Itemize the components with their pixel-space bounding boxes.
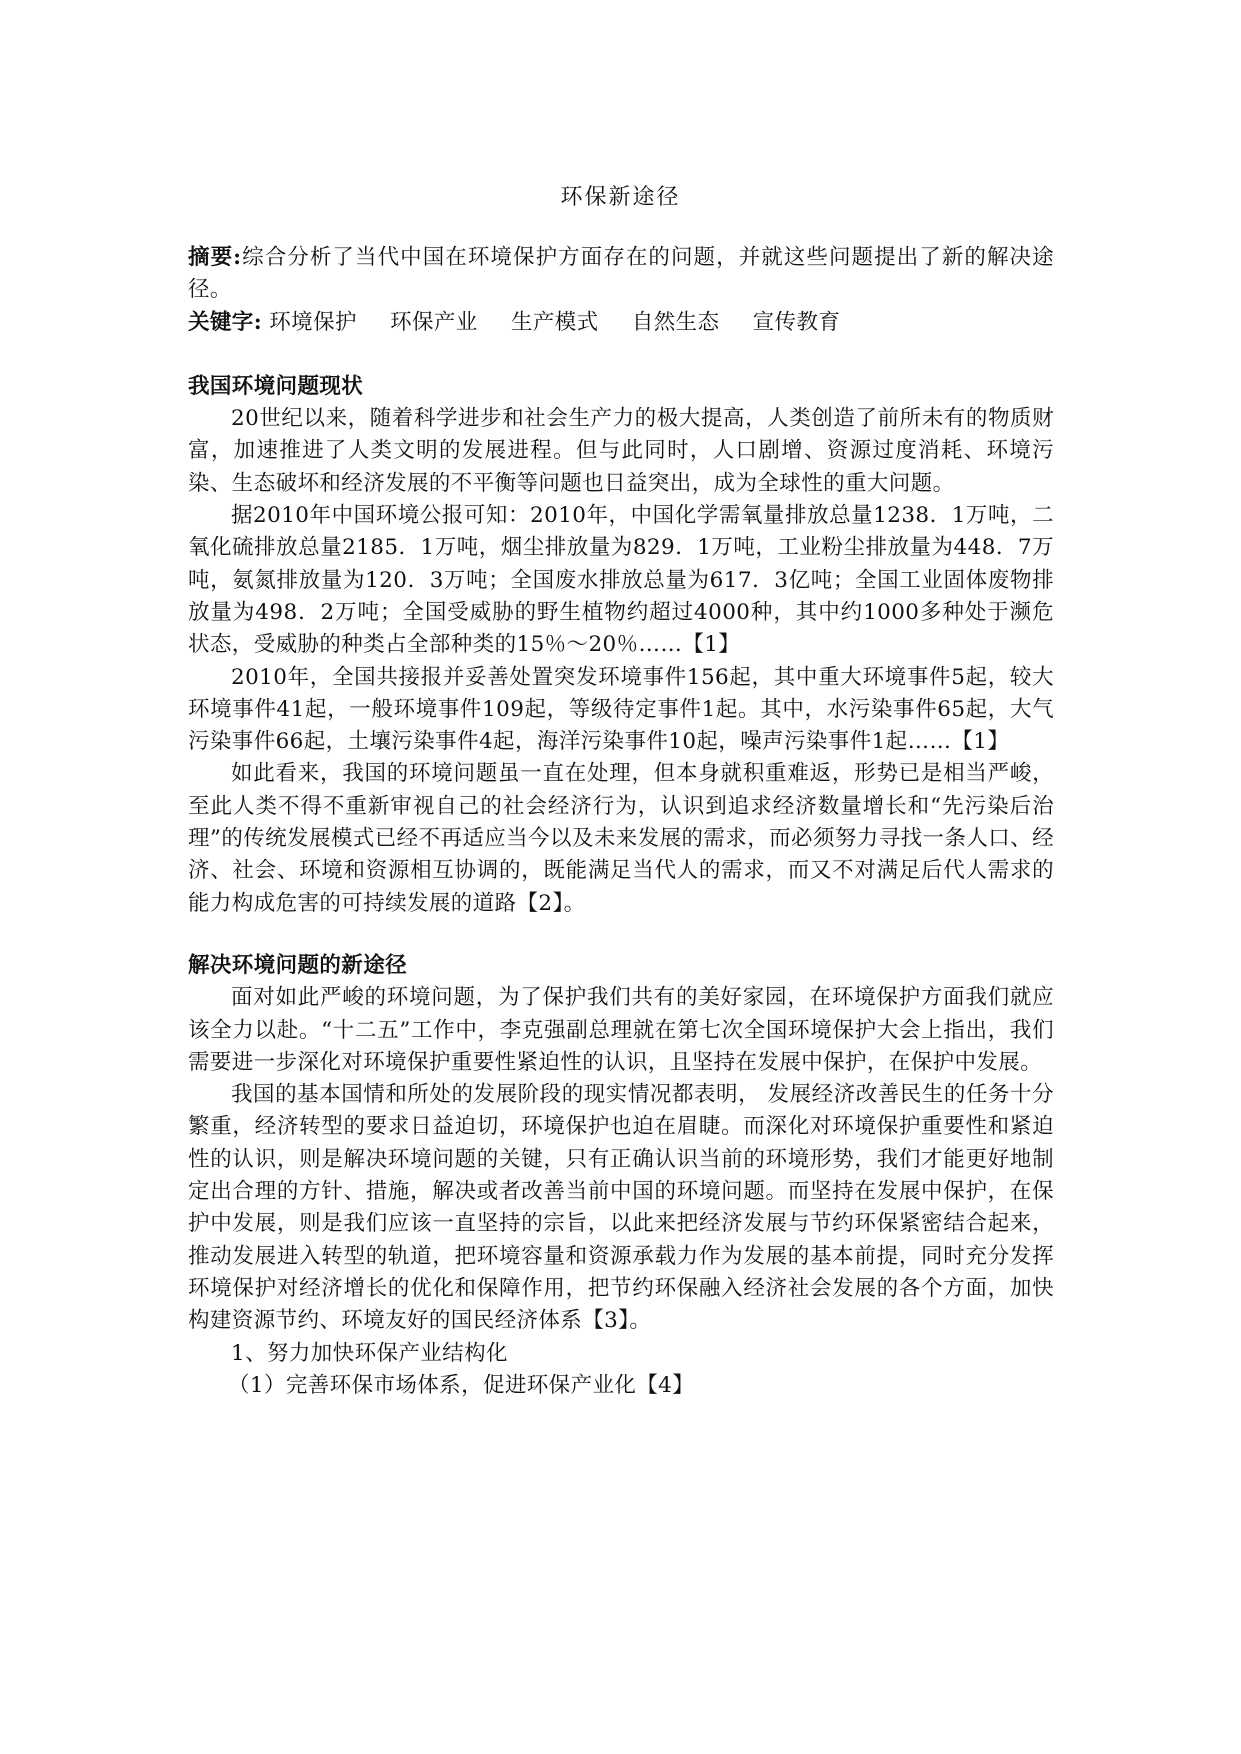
paragraph: 面对如此严峻的环境问题，为了保护我们共有的美好家园，在环境保护方面我们就应该全力以赴。“十二五”工作中，李克强副总理就在第七次全国环境保护大会上指出，我们需要进一步深化对环境保护重要性紧迫性的认识，且坚持在发展中保护，在保护中发展。	[188, 985, 1054, 1075]
list-item: 1、努力加快环保产业结构化	[231, 1340, 508, 1366]
list-item: （1）完善环保市场体系，促进环保产业化【4】	[228, 1372, 695, 1398]
keyword: 环保产业	[390, 309, 478, 335]
abstract-text: 综合分析了当代中国在环境保护方面存在的问题，并就这些问题提出了新的解决途径。	[188, 245, 1055, 303]
keyword: 生产模式	[510, 309, 599, 335]
paragraph: 据2010年中国环境公报可知：2010年，中国化学需氧量排放总量1238．1万吨，二氧化硫排放总量2185．1万吨，烟尘排放量为829．1万吨，工业粉尘排放量为448．7万吨，氨氮排放量为120．3万吨；全国废水排放总量为617．3亿吨；全国工业固体废物排放量为498．2万吨；全国受威胁的野生植物约超过4000种，其中约1000多种处于濒危状态，受威胁的种类占全部种类的15％～20％……【1】	[188, 503, 1054, 658]
section-heading: 我国环境问题现状	[188, 373, 364, 399]
keyword: 自然生态	[631, 309, 720, 335]
paragraph: 我国的基本国情和所处的发展阶段的现实情况都表明， 发展经济改善民生的任务十分繁重，经济转型的要求日益迫切，环境保护也迫在眉睫。而深化对环境保护重要性和紧迫性的认识，则是解决环境问题的关键，只有正确认识当前的环境形势，我们才能更好地制定出合理的方针、措施，解决或者改善当前中国的环境问题。而坚持在发展中保护，在保护中发展，则是我们应该一直坚持的宗旨，以此来把经济发展与节约环保紧密结合起来，推动发展进入转型的轨道，把环境容量和资源承载力作为发展的基本前提，同时充分发挥环境保护对经济增长的优化和保障作用，把节约环保融入经济社会发展的各个方面，加快构建资源节约、环境友好的国民经济体系【3】。	[188, 1082, 1054, 1334]
abstract	[188, 242, 1054, 307]
section-heading: 解决环境问题的新途径	[188, 952, 408, 978]
keyword: 宣传教育	[752, 309, 841, 335]
paragraph: 如此看来，我国的环境问题虽一直在处理，但本身就积重难返，形势已是相当严峻，至此人类不得不重新审视自己的社会经济行为，认识到追求经济数量增长和“先污染后治理”的传统发展模式已经不再适应当今以及未来发展的需求，而必须努力寻找一条人口、经济、社会、环境和资源相互协调的，既能满足当代人的需求，而又不对满足后代人需求的能力构成危害的可持续发展的道路【2】。	[188, 761, 1054, 916]
document-title: 环保新途径	[560, 185, 681, 210]
keywords	[188, 307, 1054, 339]
document-body	[188, 242, 1054, 1402]
keywords-label: 关键字:	[188, 309, 263, 335]
keyword: 环境保护	[269, 309, 357, 335]
paragraph: 20世纪以来，随着科学进步和社会生产力的极大提高，人类创造了前所未有的物质财富，加速推进了人类文明的发展进程。但与此同时，人口剧增、资源过度消耗、环境污染、生态破坏和经济发展的不平衡等问题也日益突出，成为全球性的重大问题。	[188, 406, 1054, 496]
abstract-label: 摘要:	[188, 245, 242, 270]
paragraph: 2010年，全国共接报并妥善处置突发环境事件156起，其中重大环境事件5起，较大环境事件41起，一般环境事件109起，等级待定事件1起。其中，水污染事件65起，大气污染事件66起，土壤污染事件4起，海洋污染事件10起，噪声污染事件1起……【1】	[188, 664, 1054, 755]
